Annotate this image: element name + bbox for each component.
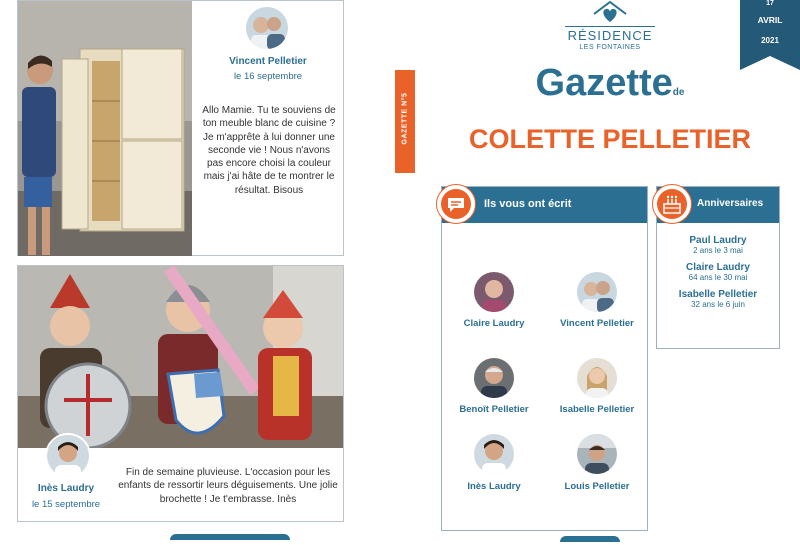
residence-logo <box>555 0 665 55</box>
writer-avatar-claire <box>474 272 514 312</box>
gazette-title: Gazette <box>535 62 673 104</box>
residence-line <box>565 26 655 27</box>
message-bubble-icon <box>436 184 476 224</box>
message-card-vincent <box>17 0 344 256</box>
residence-subtitle: LES FONTAINES <box>579 44 641 51</box>
costume-kids-photo <box>18 266 343 448</box>
gazette-title-block <box>420 62 800 112</box>
writer-avatar-ines <box>474 434 514 474</box>
writer-avatar-isabelle <box>577 358 617 398</box>
date-year: 2021 <box>761 36 779 45</box>
cut-off-heading-left <box>170 534 320 545</box>
message-author: Vincent Pelletier <box>229 56 307 67</box>
vincent-avatar <box>246 7 288 49</box>
ines-avatar <box>45 433 91 479</box>
kitchen-cabinet-photo <box>18 1 192 256</box>
message-date: le 16 septembre <box>233 71 303 82</box>
issue-number: GAZETTE N°5 <box>401 92 409 145</box>
birthday-name: Paul Laudry <box>689 235 747 246</box>
message-text: Allo Mamie. Tu te souviens de ton meuble blanc de cuisine ? Je m'apprête à lui donner une seconde vie ! Nous n'avons pas encore choisi la couleur mais j'ai hâte de te montrer le résultat. Bisous <box>202 105 336 196</box>
writer-name: Louis Pelletier <box>564 481 630 492</box>
issue-tab <box>395 70 415 173</box>
writer-name: Inès Laudry <box>467 481 521 492</box>
writers-header-title: Ils vous ont écrit <box>484 198 572 210</box>
message-card-ines <box>17 265 344 522</box>
message-author: Inès Laudry <box>37 483 95 494</box>
cut-off-heading-right <box>560 536 640 545</box>
birthday-name: Claire Laudry <box>686 262 750 273</box>
writer-name: Benoît Pelletier <box>459 404 529 415</box>
birthday-detail: 2 ans le 3 mai <box>693 246 743 255</box>
writer-name: Claire Laudry <box>463 318 525 329</box>
house-heart-icon <box>590 0 630 26</box>
birthday-name: Isabelle Pelletier <box>678 289 758 300</box>
date-month: AVRIL <box>757 15 783 25</box>
cake-icon <box>652 184 692 224</box>
writer-avatar-vincent <box>577 272 617 312</box>
writers-panel <box>441 186 648 531</box>
birthdays-header-title: Anniversaires <box>697 198 764 209</box>
gazette-title-suffix: de <box>672 87 685 98</box>
message-date: le 15 septembre <box>31 499 101 510</box>
person-name: COLETTE PELLETIER <box>468 124 751 154</box>
date-day: 17 <box>766 0 774 7</box>
birthday-detail: 64 ans le 30 mai <box>688 273 748 282</box>
writer-avatar-louis <box>577 434 617 474</box>
message-text: Fin de semaine pluvieuse. L'occasion pour les enfants de ressortir leurs déguisements. Une jolie brochette ! Je t'embrasse. Inès <box>118 467 338 505</box>
writer-name: Isabelle Pelletier <box>559 404 635 415</box>
writer-avatar-benoit <box>474 358 514 398</box>
writer-name: Vincent Pelletier <box>560 318 634 329</box>
date-ribbon <box>740 0 800 70</box>
residence-name: RÉSIDENCE <box>567 28 653 43</box>
birthday-detail: 32 ans le 6 juin <box>691 300 745 309</box>
